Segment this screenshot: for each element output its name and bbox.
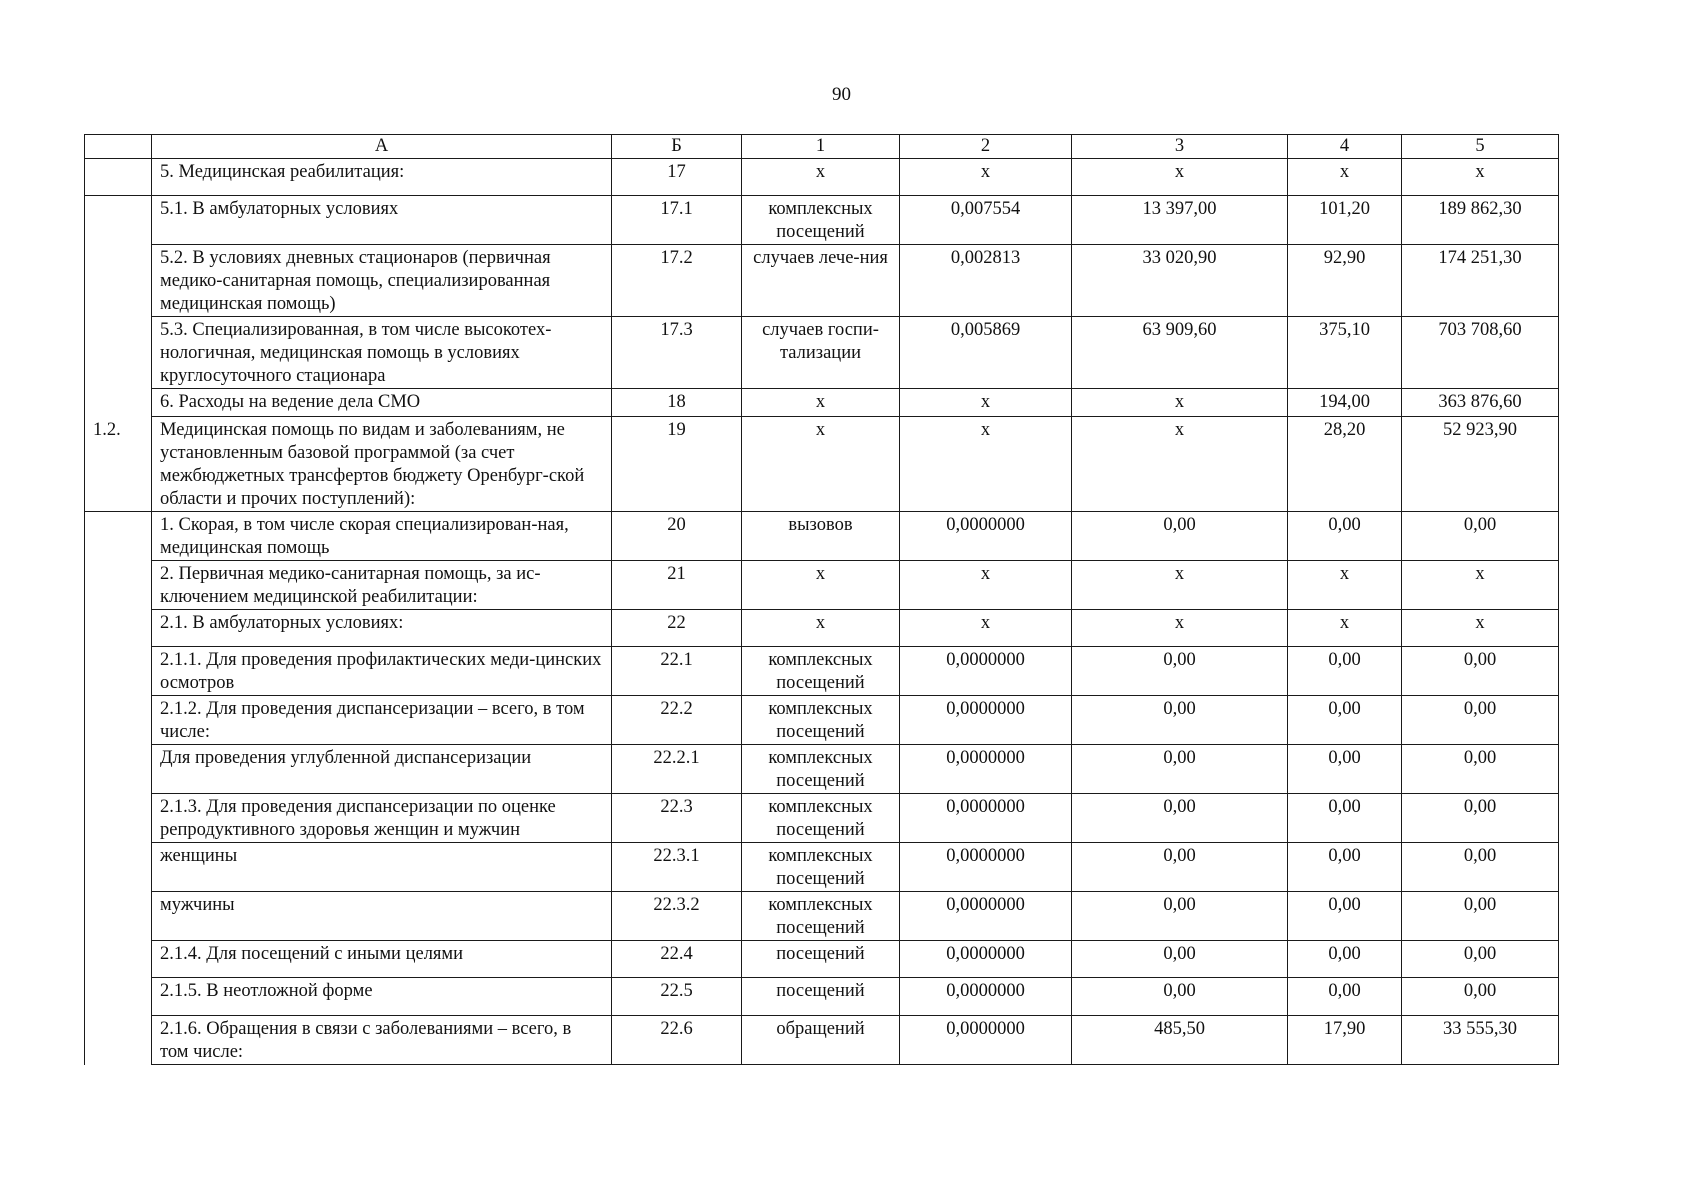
row-value-col2: 0,0000000 bbox=[900, 978, 1072, 1016]
row-number-cell bbox=[85, 794, 152, 843]
row-value-col3: 0,00 bbox=[1072, 512, 1288, 561]
row-value-col3: х bbox=[1072, 159, 1288, 196]
row-value-col5: 0,00 bbox=[1402, 843, 1559, 892]
row-value-col3: 33 020,90 bbox=[1072, 245, 1288, 317]
header-cell-a: А bbox=[152, 135, 612, 159]
row-value-col2: 0,0000000 bbox=[900, 892, 1072, 941]
row-value-col2: 0,0000000 bbox=[900, 745, 1072, 794]
row-unit-cell: комплексных посещений bbox=[742, 196, 900, 245]
table-row bbox=[85, 843, 1559, 892]
row-value-col3: 0,00 bbox=[1072, 892, 1288, 941]
table-row bbox=[85, 794, 1559, 843]
row-number-cell bbox=[85, 196, 152, 245]
row-value-col2: х bbox=[900, 561, 1072, 610]
table-row bbox=[85, 561, 1559, 610]
row-number-cell bbox=[85, 843, 152, 892]
row-name-cell: 5.3. Специализированная, в том числе высокотех-нологичная, медицинская помощь в условиях круглосуточного стационара bbox=[152, 317, 612, 389]
table-row bbox=[85, 978, 1559, 1016]
row-unit-cell: случаев лече-ния bbox=[742, 245, 900, 317]
row-value-col5: 703 708,60 bbox=[1402, 317, 1559, 389]
row-value-col3: х bbox=[1072, 417, 1288, 512]
row-value-col5: 33 555,30 bbox=[1402, 1016, 1559, 1065]
row-code-cell: 20 bbox=[612, 512, 742, 561]
row-code-cell: 17.1 bbox=[612, 196, 742, 245]
row-value-col2: 0,0000000 bbox=[900, 941, 1072, 978]
row-value-col2: 0,007554 bbox=[900, 196, 1072, 245]
row-code-cell: 22 bbox=[612, 610, 742, 647]
row-name-cell: 2.1.1. Для проведения профилактических меди-цинских осмотров bbox=[152, 647, 612, 696]
row-name-cell: 2.1.4. Для посещений с иными целями bbox=[152, 941, 612, 978]
table-row bbox=[85, 696, 1559, 745]
table-row bbox=[85, 196, 1559, 245]
row-number-cell bbox=[85, 745, 152, 794]
row-code-cell: 22.3 bbox=[612, 794, 742, 843]
row-code-cell: 18 bbox=[612, 389, 742, 417]
row-unit-cell: комплексных посещений bbox=[742, 745, 900, 794]
row-code-cell: 22.5 bbox=[612, 978, 742, 1016]
row-value-col5: 0,00 bbox=[1402, 696, 1559, 745]
row-value-col5: 0,00 bbox=[1402, 647, 1559, 696]
row-value-col4: 0,00 bbox=[1288, 745, 1402, 794]
row-value-col2: 0,0000000 bbox=[900, 1016, 1072, 1065]
row-unit-cell: х bbox=[742, 561, 900, 610]
row-unit-cell: обращений bbox=[742, 1016, 900, 1065]
row-value-col5: 174 251,30 bbox=[1402, 245, 1559, 317]
row-unit-cell: х bbox=[742, 159, 900, 196]
header-cell-4: 4 bbox=[1288, 135, 1402, 159]
row-number-cell bbox=[85, 389, 152, 417]
row-unit-cell: случаев госпи-тализации bbox=[742, 317, 900, 389]
row-value-col2: 0,002813 bbox=[900, 245, 1072, 317]
row-value-col4: х bbox=[1288, 610, 1402, 647]
row-value-col2: х bbox=[900, 417, 1072, 512]
row-value-col4: х bbox=[1288, 561, 1402, 610]
row-name-cell: 1. Скорая, в том числе скорая специализирован-ная, медицинская помощь bbox=[152, 512, 612, 561]
row-value-col3: 0,00 bbox=[1072, 978, 1288, 1016]
table-row bbox=[85, 389, 1559, 417]
row-value-col3: 0,00 bbox=[1072, 696, 1288, 745]
row-code-cell: 19 bbox=[612, 417, 742, 512]
row-code-cell: 22.4 bbox=[612, 941, 742, 978]
table-header-row bbox=[85, 135, 1559, 159]
row-value-col2: х bbox=[900, 159, 1072, 196]
row-unit-cell: комплексных посещений bbox=[742, 892, 900, 941]
row-value-col4: 101,20 bbox=[1288, 196, 1402, 245]
row-number-cell bbox=[85, 892, 152, 941]
row-value-col2: 0,0000000 bbox=[900, 843, 1072, 892]
row-code-cell: 22.6 bbox=[612, 1016, 742, 1065]
row-name-cell: 5.1. В амбулаторных условиях bbox=[152, 196, 612, 245]
row-value-col4: 0,00 bbox=[1288, 843, 1402, 892]
row-value-col4: 0,00 bbox=[1288, 892, 1402, 941]
row-unit-cell: комплексных посещений bbox=[742, 843, 900, 892]
row-value-col3: 0,00 bbox=[1072, 745, 1288, 794]
row-number-cell bbox=[85, 941, 152, 978]
row-unit-cell: х bbox=[742, 389, 900, 417]
row-name-cell: 6. Расходы на ведение дела СМО bbox=[152, 389, 612, 417]
row-code-cell: 22.3.2 bbox=[612, 892, 742, 941]
row-number-cell bbox=[85, 696, 152, 745]
row-name-cell: 2.1.6. Обращения в связи с заболеваниями – всего, в том числе: bbox=[152, 1016, 612, 1065]
row-value-col4: 92,90 bbox=[1288, 245, 1402, 317]
table-row bbox=[85, 941, 1559, 978]
row-number-cell bbox=[85, 978, 152, 1016]
row-number-cell bbox=[85, 317, 152, 389]
row-value-col2: х bbox=[900, 610, 1072, 647]
page-number: 90 bbox=[832, 84, 851, 105]
row-value-col4: 0,00 bbox=[1288, 512, 1402, 561]
table-row bbox=[85, 1016, 1559, 1065]
row-unit-cell: вызовов bbox=[742, 512, 900, 561]
row-value-col5: х bbox=[1402, 159, 1559, 196]
row-value-col4: 0,00 bbox=[1288, 696, 1402, 745]
table-row bbox=[85, 610, 1559, 647]
row-value-col3: х bbox=[1072, 389, 1288, 417]
header-cell-3: 3 bbox=[1072, 135, 1288, 159]
row-number-cell bbox=[85, 245, 152, 317]
row-number-cell bbox=[85, 561, 152, 610]
row-unit-cell: х bbox=[742, 610, 900, 647]
row-number-cell bbox=[85, 610, 152, 647]
header-cell-2: 2 bbox=[900, 135, 1072, 159]
row-number-cell bbox=[85, 159, 152, 196]
row-value-col3: 0,00 bbox=[1072, 843, 1288, 892]
row-value-col5: 0,00 bbox=[1402, 512, 1559, 561]
header-cell-b: Б bbox=[612, 135, 742, 159]
row-code-cell: 22.2.1 bbox=[612, 745, 742, 794]
table-row bbox=[85, 417, 1559, 512]
table-row bbox=[85, 892, 1559, 941]
data-table bbox=[84, 134, 1559, 1065]
row-value-col2: 0,0000000 bbox=[900, 512, 1072, 561]
row-value-col5: 0,00 bbox=[1402, 892, 1559, 941]
row-value-col5: 363 876,60 bbox=[1402, 389, 1559, 417]
row-value-col2: 0,0000000 bbox=[900, 647, 1072, 696]
row-value-col3: 0,00 bbox=[1072, 647, 1288, 696]
row-value-col3: х bbox=[1072, 561, 1288, 610]
row-value-col5: 0,00 bbox=[1402, 978, 1559, 1016]
row-number-cell bbox=[85, 1016, 152, 1065]
row-number-cell bbox=[85, 512, 152, 561]
row-name-cell: мужчины bbox=[152, 892, 612, 941]
table-row bbox=[85, 512, 1559, 561]
row-value-col3: 0,00 bbox=[1072, 794, 1288, 843]
table-body bbox=[85, 135, 1559, 1065]
row-value-col3: 13 397,00 bbox=[1072, 196, 1288, 245]
row-value-col5: х bbox=[1402, 610, 1559, 647]
row-value-col4: 0,00 bbox=[1288, 941, 1402, 978]
row-value-col3: 63 909,60 bbox=[1072, 317, 1288, 389]
header-cell-5: 5 bbox=[1402, 135, 1559, 159]
row-name-cell: Медицинская помощь по видам и заболеваниям, не установленным базовой программой (за счет межбюджетных трансфертов бюджету Оренбург-ской области и прочих поступлений): bbox=[152, 417, 612, 512]
row-value-col4: 375,10 bbox=[1288, 317, 1402, 389]
row-value-col2: х bbox=[900, 389, 1072, 417]
row-value-col4: 17,90 bbox=[1288, 1016, 1402, 1065]
table-row bbox=[85, 647, 1559, 696]
table-row bbox=[85, 745, 1559, 794]
row-value-col3: 485,50 bbox=[1072, 1016, 1288, 1065]
row-code-cell: 17 bbox=[612, 159, 742, 196]
header-cell-1: 1 bbox=[742, 135, 900, 159]
row-value-col5: 52 923,90 bbox=[1402, 417, 1559, 512]
row-unit-cell: посещений bbox=[742, 978, 900, 1016]
row-value-col4: 28,20 bbox=[1288, 417, 1402, 512]
row-unit-cell: комплексных посещений bbox=[742, 647, 900, 696]
row-name-cell: 2.1. В амбулаторных условиях: bbox=[152, 610, 612, 647]
row-value-col4: 194,00 bbox=[1288, 389, 1402, 417]
row-number-cell bbox=[85, 647, 152, 696]
row-value-col2: 0,0000000 bbox=[900, 794, 1072, 843]
row-value-col4: 0,00 bbox=[1288, 794, 1402, 843]
row-value-col5: х bbox=[1402, 561, 1559, 610]
row-value-col5: 0,00 bbox=[1402, 941, 1559, 978]
table-row bbox=[85, 245, 1559, 317]
row-value-col4: 0,00 bbox=[1288, 647, 1402, 696]
row-value-col4: 0,00 bbox=[1288, 978, 1402, 1016]
row-value-col2: 0,005869 bbox=[900, 317, 1072, 389]
row-unit-cell: посещений bbox=[742, 941, 900, 978]
row-value-col2: 0,0000000 bbox=[900, 696, 1072, 745]
row-name-cell: Для проведения углубленной диспансеризации bbox=[152, 745, 612, 794]
row-name-cell: 5.2. В условиях дневных стационаров (первичная медико-санитарная помощь, специализированная медицинская помощь) bbox=[152, 245, 612, 317]
row-code-cell: 22.3.1 bbox=[612, 843, 742, 892]
row-unit-cell: х bbox=[742, 417, 900, 512]
row-name-cell: 2.1.5. В неотложной форме bbox=[152, 978, 612, 1016]
row-name-cell: 5. Медицинская реабилитация: bbox=[152, 159, 612, 196]
row-value-col3: х bbox=[1072, 610, 1288, 647]
row-name-cell: 2.1.3. Для проведения диспансеризации по оценке репродуктивного здоровья женщин и мужчин bbox=[152, 794, 612, 843]
row-value-col5: 0,00 bbox=[1402, 745, 1559, 794]
row-code-cell: 21 bbox=[612, 561, 742, 610]
row-name-cell: женщины bbox=[152, 843, 612, 892]
row-code-cell: 22.2 bbox=[612, 696, 742, 745]
row-unit-cell: комплексных посещений bbox=[742, 696, 900, 745]
table-row bbox=[85, 159, 1559, 196]
row-name-cell: 2.1.2. Для проведения диспансеризации – всего, в том числе: bbox=[152, 696, 612, 745]
row-value-col3: 0,00 bbox=[1072, 941, 1288, 978]
row-name-cell: 2. Первичная медико-санитарная помощь, за ис-ключением медицинской реабилитации: bbox=[152, 561, 612, 610]
row-number-cell: 1.2. bbox=[85, 417, 152, 512]
row-value-col5: 189 862,30 bbox=[1402, 196, 1559, 245]
header-cell-number bbox=[85, 135, 152, 159]
row-value-col5: 0,00 bbox=[1402, 794, 1559, 843]
row-unit-cell: комплексных посещений bbox=[742, 794, 900, 843]
row-code-cell: 17.3 bbox=[612, 317, 742, 389]
row-code-cell: 22.1 bbox=[612, 647, 742, 696]
row-code-cell: 17.2 bbox=[612, 245, 742, 317]
table-row bbox=[85, 317, 1559, 389]
row-value-col4: х bbox=[1288, 159, 1402, 196]
